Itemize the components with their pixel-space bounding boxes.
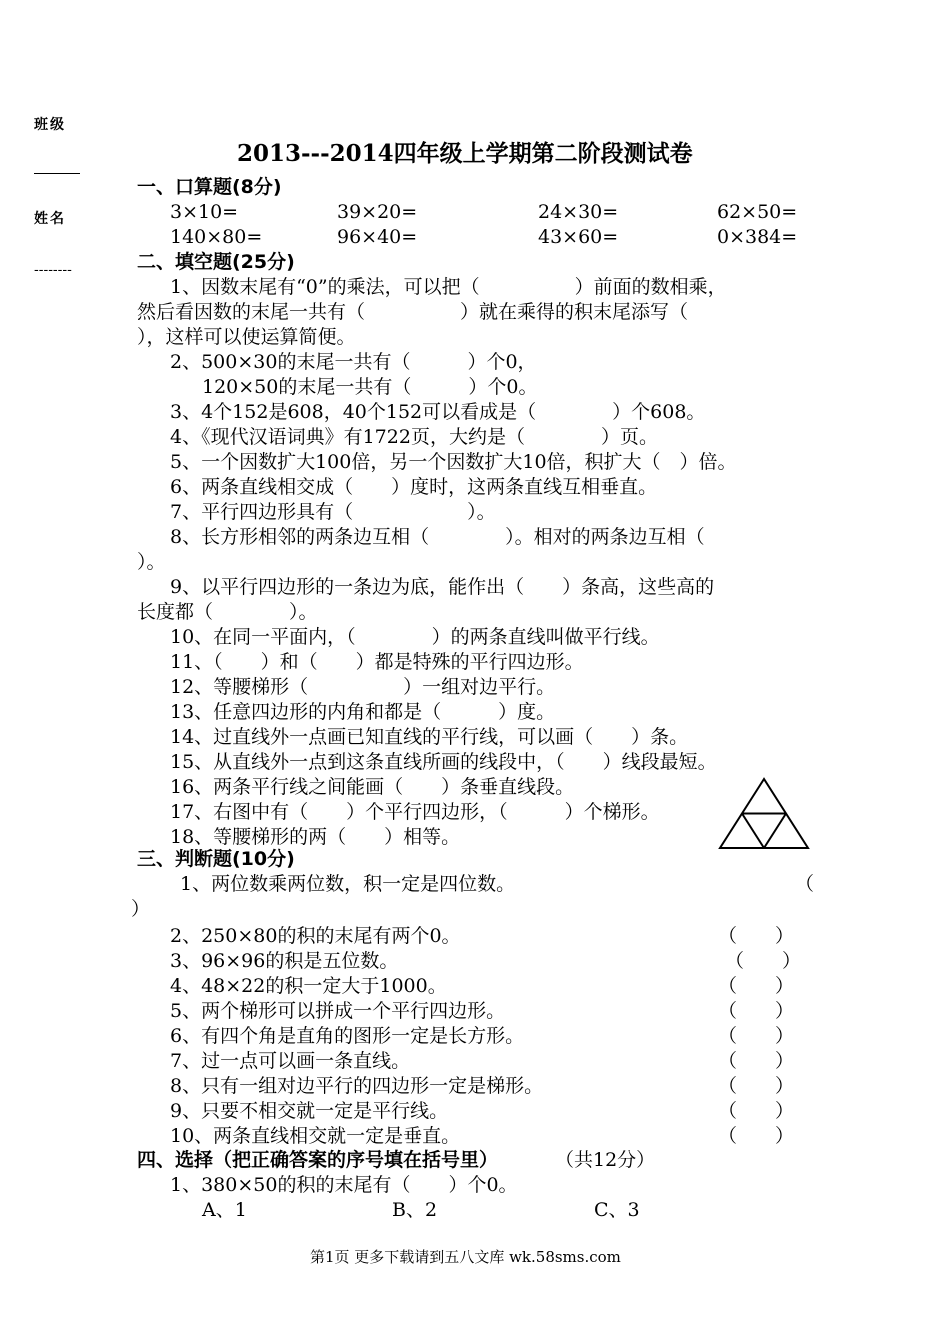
choice-question-1: 1、380×50的积的末尾有（ ）个0。: [170, 1174, 518, 1196]
answer-paren[interactable]: （: [795, 873, 815, 895]
class-blank-line: [34, 173, 80, 174]
fill-question-8: 8、长方形相邻的两条边互相（ ）。相对的两条边互相（: [170, 526, 705, 548]
fill-question-18: 18、等腰梯形的两（ ）相等。: [170, 826, 461, 848]
fill-question-4: 4、《现代汉语词典》有1722页，大约是（ ）页。: [170, 426, 658, 448]
fill-question-7: 7、平行四边形具有（ ）。: [170, 501, 496, 523]
answer-paren[interactable]: （ ）: [718, 975, 795, 997]
section4-heading: 四、选择（把正确答案的序号填在括号里）: [137, 1149, 499, 1171]
choice-option-c: C、3: [594, 1199, 640, 1221]
fill-question-14: 14、过直线外一点画已知直线的平行线，可以画（ ）条。: [170, 726, 689, 748]
judge-question: 9、只要不相交就一定是平行线。: [170, 1100, 449, 1122]
section2-heading: 二、填空题(25分): [137, 251, 295, 273]
answer-paren[interactable]: （ ）: [718, 1100, 795, 1122]
fill-question-3: 3、4个152是608，40个152可以看成是（ ）个608。: [170, 401, 706, 423]
fill-question-10: 10、在同一平面内，（ ）的两条直线叫做平行线。: [170, 626, 660, 648]
page-title: 2013---2014四年级上学期第二阶段测试卷: [237, 140, 693, 167]
fill-question-9: 9、以平行四边形的一条边为底，能作出（ ）条高，这些高的: [170, 576, 715, 598]
calc-item: 43×60=: [538, 226, 619, 248]
fill-question-8-cont: ）。: [137, 551, 166, 573]
answer-paren[interactable]: （ ）: [718, 1125, 795, 1147]
answer-paren[interactable]: （ ）: [725, 950, 802, 972]
judge-question: 2、250×80的积的末尾有两个0。: [170, 925, 461, 947]
answer-paren[interactable]: （ ）: [718, 1075, 795, 1097]
fill-question-1-cont: ），这样可以使运算简便。: [137, 326, 356, 348]
class-label: 班级: [34, 117, 66, 133]
section3-heading: 三、判断题(10分): [137, 848, 295, 870]
choice-option-b: B、2: [392, 1199, 438, 1221]
section1-heading: 一、口算题(8分): [137, 176, 282, 198]
answer-paren[interactable]: （ ）: [718, 1000, 795, 1022]
judge-question: 8、只有一组对边平行的四边形一定是梯形。: [170, 1075, 544, 1097]
section4-points: （共12分）: [555, 1149, 656, 1171]
page-footer: 第1页 更多下载请到五八文库 wk.58sms.com: [310, 1248, 621, 1266]
fill-question-2: 2、500×30的末尾一共有（ ）个0，: [170, 351, 537, 373]
fill-question-9-cont: 长度都（ ）。: [137, 601, 318, 623]
judge-question: 7、过一点可以画一条直线。: [170, 1050, 411, 1072]
answer-paren[interactable]: ）: [131, 898, 151, 920]
judge-question: 10、两条直线相交就一定是垂直。: [170, 1125, 461, 1147]
name-label: 姓名: [34, 211, 66, 227]
answer-paren[interactable]: （ ）: [718, 925, 795, 947]
calc-item: 24×30=: [538, 201, 619, 223]
calc-item: 0×384=: [717, 226, 798, 248]
fill-question-13: 13、任意四边形的内角和都是（ ）度。: [170, 701, 556, 723]
judge-question-1: 1、两位数乘两位数，积一定是四位数。: [180, 873, 516, 895]
choice-option-a: A、1: [202, 1199, 247, 1221]
fill-question-5: 5、一个因数扩大100倍，另一个因数扩大10倍，积扩大（ ）倍。: [170, 451, 737, 473]
calc-item: 140×80=: [170, 226, 263, 248]
judge-question: 6、有四个角是直角的图形一定是长方形。: [170, 1025, 525, 1047]
fill-question-1-cont: 然后看因数的末尾一共有（ ）就在乘得的积末尾添写（: [137, 301, 689, 323]
calc-item: 62×50=: [717, 201, 798, 223]
fill-question-11: 11、（ ）和（ ）都是特殊的平行四边形。: [170, 651, 584, 673]
fill-question-1: 1、因数末尾有“0”的乘法，可以把（ ）前面的数相乘，: [170, 276, 727, 298]
judge-question: 4、48×22的积一定大于1000。: [170, 975, 447, 997]
fill-question-12: 12、等腰梯形（ ）一组对边平行。: [170, 676, 556, 698]
answer-paren[interactable]: （ ）: [718, 1025, 795, 1047]
answer-paren[interactable]: （ ）: [718, 1050, 795, 1072]
calc-item: 3×10=: [170, 201, 239, 223]
judge-question: 5、两个梯形可以拼成一个平行四边形。: [170, 1000, 506, 1022]
fill-question-6: 6、两条直线相交成（ ）度时，这两条直线互相垂直。: [170, 476, 658, 498]
fill-question-2-cont: 120×50的末尾一共有（ ）个0。: [202, 376, 538, 398]
calc-item: 39×20=: [337, 201, 418, 223]
fill-question-17: 17、右图中有（ ）个平行四边形，（ ）个梯形。: [170, 801, 660, 823]
fill-question-15: 15、从直线外一点到这条直线所画的线段中，（ ）线段最短。: [170, 751, 717, 773]
judge-question: 3、96×96的积是五位数。: [170, 950, 399, 972]
fill-question-16: 16、两条平行线之间能画（ ）条垂直线段。: [170, 776, 575, 798]
triangle-figure: [716, 776, 812, 852]
calc-item: 96×40=: [337, 226, 418, 248]
name-blank-line: --------: [34, 262, 72, 278]
